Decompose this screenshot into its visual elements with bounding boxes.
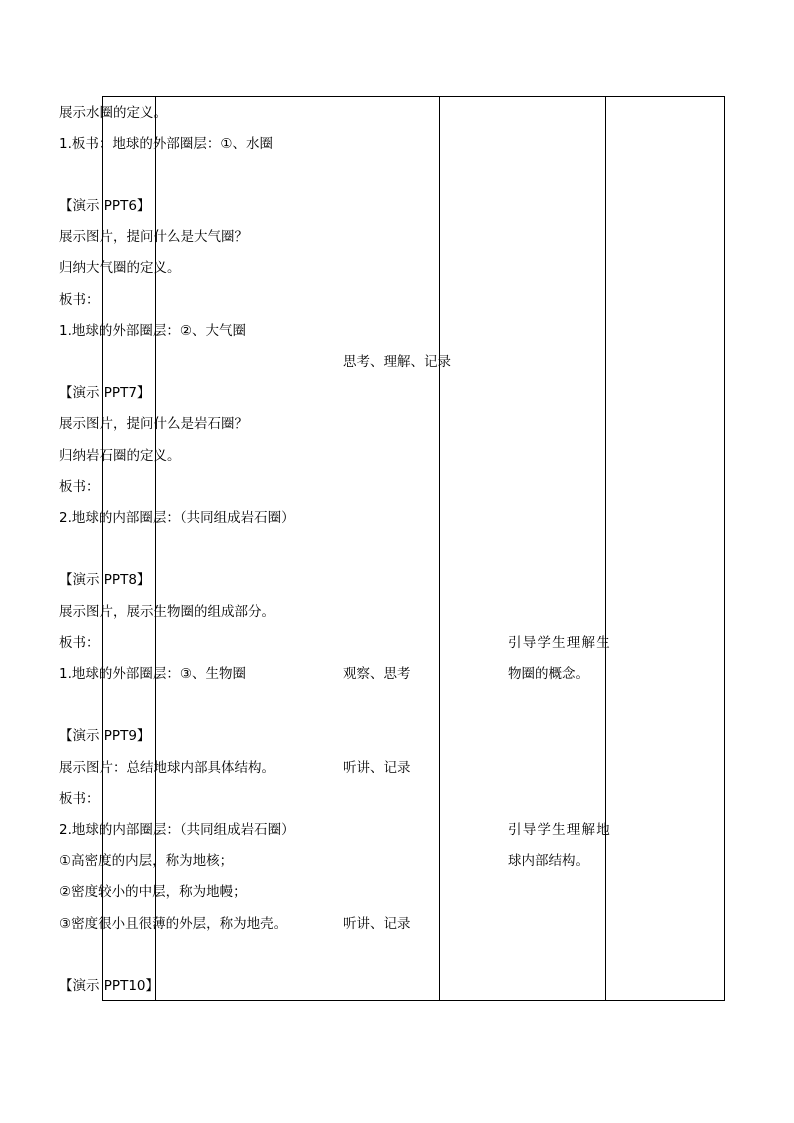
teacher-line: ①高密度的内层，称为地核； <box>59 853 234 869</box>
teacher-line: 板书： <box>59 479 100 495</box>
teacher-line: 1.板书：地球的外部圈层：①、水圈 <box>59 136 273 152</box>
teacher-line: 【演示 PPT10】 <box>59 978 159 994</box>
teacher-line: 归纳岩石圈的定义。 <box>59 448 181 464</box>
student-line: 思考、理解、记录 <box>343 354 451 370</box>
intent-line: 引导学生理解地 <box>508 822 611 838</box>
intent-line: 引导学生理解生 <box>508 635 611 651</box>
teacher-line: 2.地球的内部圈层：（共同组成岩石圈） <box>59 822 295 838</box>
teacher-line: 【演示 PPT6】 <box>59 198 151 214</box>
student-line: 听讲、记录 <box>343 760 411 776</box>
intent-line: 球内部结构。 <box>508 853 589 869</box>
column-divider <box>605 97 606 1000</box>
intent-line: 物圈的概念。 <box>508 666 589 682</box>
column-divider <box>439 97 440 1000</box>
teacher-line: 展示图片，展示生物圈的组成部分。 <box>59 604 275 620</box>
student-line: 观察、思考 <box>343 666 411 682</box>
teacher-line: 展示图片：总结地球内部具体结构。 <box>59 760 275 776</box>
teacher-line: ②密度较小的中层，称为地幔； <box>59 884 247 900</box>
teacher-line: 板书： <box>59 292 100 308</box>
student-line: 听讲、记录 <box>343 916 411 932</box>
teacher-line: 板书： <box>59 791 100 807</box>
teacher-line: 展示图片，提问什么是岩石圈？ <box>59 416 248 432</box>
teacher-line: 【演示 PPT8】 <box>59 572 151 588</box>
teacher-line: 展示水圈的定义。 <box>59 105 167 121</box>
teacher-line: 1.地球的外部圈层：③、生物圈 <box>59 666 246 682</box>
teacher-line: 1.地球的外部圈层：②、大气圈 <box>59 323 246 339</box>
teacher-line: 归纳大气圈的定义。 <box>59 260 181 276</box>
teacher-line: 2.地球的内部圈层：（共同组成岩石圈） <box>59 510 295 526</box>
teacher-line: 展示图片，提问什么是大气圈？ <box>59 229 248 245</box>
teacher-line: 【演示 PPT7】 <box>59 385 151 401</box>
teacher-line: 板书： <box>59 635 100 651</box>
teacher-line: ③密度很小且很薄的外层，称为地壳。 <box>59 916 288 932</box>
teacher-line: 【演示 PPT9】 <box>59 728 151 744</box>
